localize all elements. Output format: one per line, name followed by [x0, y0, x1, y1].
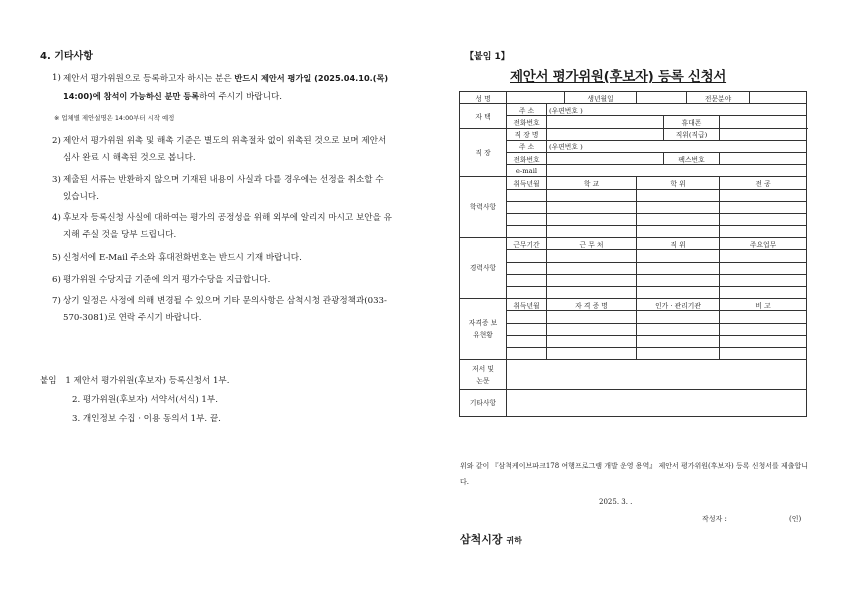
- table-cell[interactable]: [637, 274, 720, 286]
- table-cell[interactable]: [720, 213, 807, 225]
- cert-col-remarks: 비 고: [720, 299, 807, 311]
- table-cell[interactable]: [547, 250, 637, 262]
- email-field[interactable]: [547, 165, 807, 177]
- fax-label: 팩스번호: [664, 152, 720, 164]
- attachment-item: 2. 평가위원(후보자) 서약서(서식) 1부.: [72, 395, 218, 405]
- table-cell[interactable]: [507, 262, 547, 274]
- home-phone-field[interactable]: [547, 116, 664, 128]
- name-label: 성 명: [460, 92, 507, 104]
- attachment-item: 1 제안서 평가위원(후보자) 등록신청서 1부.: [65, 376, 230, 386]
- home-address-label: 주 소: [507, 104, 547, 116]
- table-cell[interactable]: [547, 201, 637, 213]
- table-cell[interactable]: [547, 335, 637, 347]
- work-phone-label: 전화번호: [507, 152, 547, 164]
- attachment-label: 붙임: [40, 376, 57, 386]
- table-cell[interactable]: [507, 311, 547, 323]
- table-cell[interactable]: [637, 213, 720, 225]
- field-label: 전문분야: [687, 92, 750, 104]
- mobile-field[interactable]: [720, 116, 807, 128]
- mobile-label: 휴대폰: [664, 116, 720, 128]
- table-cell[interactable]: [637, 226, 720, 238]
- table-cell[interactable]: [637, 250, 720, 262]
- table-cell[interactable]: [720, 335, 807, 347]
- list-item: 6) 평가위원 수당지급 기준에 의거 평가수당을 지급합니다.: [52, 275, 271, 285]
- form-title: 제안서 평가위원(후보자) 등록 신청서: [510, 69, 727, 85]
- list-item: 2) 제안서 평가위원 위촉 및 해촉 기준은 별도의 위촉절차 없이 위촉된 것으로 보며 제안서 심사 완료 시 해촉된 것으로 봅니다.: [52, 136, 387, 163]
- table-cell[interactable]: [507, 189, 547, 201]
- attachment-tag: 【붙임 1】: [465, 52, 510, 62]
- table-cell[interactable]: [507, 226, 547, 238]
- writer-label: 작성자 :: [702, 515, 727, 523]
- edu-col-degree: 학 위: [637, 177, 720, 189]
- declaration-text: 위와 같이 『삼척케이브파크178 여행프로그램 개발 운영 용역』 제안서 평가위원(후보자) 등록 신청서를 제출합니다.: [460, 462, 809, 486]
- table-cell[interactable]: [547, 287, 637, 299]
- table-cell[interactable]: [507, 335, 547, 347]
- career-col-position: 직 위: [637, 238, 720, 250]
- table-cell[interactable]: [507, 213, 547, 225]
- table-cell[interactable]: [507, 201, 547, 213]
- table-cell[interactable]: [720, 274, 807, 286]
- table-cell[interactable]: [507, 274, 547, 286]
- table-cell[interactable]: [547, 323, 637, 335]
- table-cell[interactable]: [637, 201, 720, 213]
- work-phone-field[interactable]: [547, 152, 664, 164]
- career-col-period: 근무기간: [507, 238, 547, 250]
- fax-field[interactable]: [720, 152, 807, 164]
- table-cell[interactable]: [720, 189, 807, 201]
- table-cell[interactable]: [547, 213, 637, 225]
- edu-col-date: 취득년월: [507, 177, 547, 189]
- name-field[interactable]: [507, 92, 565, 104]
- table-cell[interactable]: [507, 323, 547, 335]
- seal-mark: (인): [789, 515, 802, 523]
- work-label: 직 장: [460, 128, 507, 177]
- table-cell[interactable]: [547, 347, 637, 359]
- table-cell[interactable]: [507, 250, 547, 262]
- table-cell[interactable]: [547, 262, 637, 274]
- cert-col-name: 자 격 증 명: [547, 299, 637, 311]
- table-cell[interactable]: [637, 323, 720, 335]
- table-cell[interactable]: [637, 311, 720, 323]
- table-cell[interactable]: [720, 347, 807, 359]
- table-cell[interactable]: [507, 287, 547, 299]
- home-phone-label: 전화번호: [507, 116, 547, 128]
- list-item: 4) 후보자 등록신청 사실에 대하여는 평가의 공정성을 위해 외부에 알리지 마시고 보안을 유지해 주실 것을 당부 드립니다.: [52, 213, 392, 240]
- company-field[interactable]: [547, 128, 664, 140]
- list-item: 3) 제출된 서류는 반환하지 않으며 기재된 내용이 사실과 다를 경우에는 선정을 취소할 수 있습니다.: [52, 175, 384, 202]
- table-cell[interactable]: [720, 262, 807, 274]
- etc-field[interactable]: [507, 390, 807, 417]
- table-cell[interactable]: [720, 287, 807, 299]
- table-cell[interactable]: [637, 335, 720, 347]
- schedule-note: ※ 업체별 제안설명은 14:00부터 시작 예정: [54, 114, 175, 122]
- emphasis-text: 반드시 제안서 평가일 (2025.04.10.(목) 14:00)에 참석이 가능하신 분만 등록: [63, 73, 389, 101]
- submission-date: 2025. 3. .: [599, 498, 633, 506]
- table-cell[interactable]: [547, 311, 637, 323]
- list-item: 1) 제안서 평가위원으로 등록하고자 하시는 분은 반드시 제안서 평가일 (2025.04.10.(목) 14:00)에 참석이 가능하신 분만 등록하여 주시기 바랍니다.: [52, 73, 389, 102]
- papers-field[interactable]: [507, 360, 807, 390]
- career-label: 경력사항: [460, 238, 507, 299]
- education-label: 학력사항: [460, 177, 507, 238]
- left-column: [0, 0, 420, 595]
- home-label: 자 택: [460, 104, 507, 128]
- list-item: 5) 신청서에 E-Mail 주소와 휴대전화번호는 반드시 기재 바랍니다.: [52, 253, 302, 263]
- email-label: e-mail: [507, 165, 547, 177]
- birth-field[interactable]: [637, 92, 687, 104]
- edu-col-major: 전 공: [720, 177, 807, 189]
- table-cell[interactable]: [547, 226, 637, 238]
- career-col-duty: 주요업무: [720, 238, 807, 250]
- work-address-label: 주 소: [507, 140, 547, 152]
- attachment-item: 3. 개인정보 수집 · 이용 동의서 1부. 끝.: [72, 414, 221, 424]
- table-cell[interactable]: [637, 287, 720, 299]
- table-cell[interactable]: [637, 189, 720, 201]
- edu-col-school: 학 교: [547, 177, 637, 189]
- table-cell[interactable]: [637, 262, 720, 274]
- section-title: 4. 기타사항: [40, 51, 93, 62]
- application-form-table: [459, 91, 807, 417]
- cert-col-agency: 인가 · 관리기관: [637, 299, 720, 311]
- table-cell[interactable]: [720, 201, 807, 213]
- company-label: 직 장 명: [507, 128, 547, 140]
- position-label: 직위(직급): [664, 128, 720, 140]
- cert-col-date: 취득년월: [507, 299, 547, 311]
- table-cell[interactable]: [720, 226, 807, 238]
- table-cell[interactable]: [547, 274, 637, 286]
- home-address-field[interactable]: (우편번호 ): [547, 104, 807, 116]
- table-cell[interactable]: [720, 323, 807, 335]
- list-item: 7) 상기 일정은 사정에 의해 변경될 수 있으며 기타 문의사항은 삼척시청 관광정책과(033-570-3081)로 연락 주시기 바랍니다.: [52, 296, 387, 323]
- career-col-workplace: 근 무 처: [547, 238, 637, 250]
- attachment-list: [40, 374, 229, 386]
- position-field[interactable]: [720, 128, 807, 140]
- table-cell[interactable]: [637, 347, 720, 359]
- certificate-label: 자격증 보유현황: [460, 299, 507, 360]
- table-cell[interactable]: [507, 347, 547, 359]
- work-address-field[interactable]: (우편번호 ): [547, 140, 807, 152]
- etc-label: 기타사항: [460, 390, 507, 417]
- field-input[interactable]: [750, 92, 807, 104]
- birth-label: 생년월일: [565, 92, 637, 104]
- papers-label: 저서 및 논문: [460, 360, 507, 390]
- recipient: 삼척시장 귀하: [460, 533, 522, 546]
- table-cell[interactable]: [720, 311, 807, 323]
- table-cell[interactable]: [720, 250, 807, 262]
- table-cell[interactable]: [547, 189, 637, 201]
